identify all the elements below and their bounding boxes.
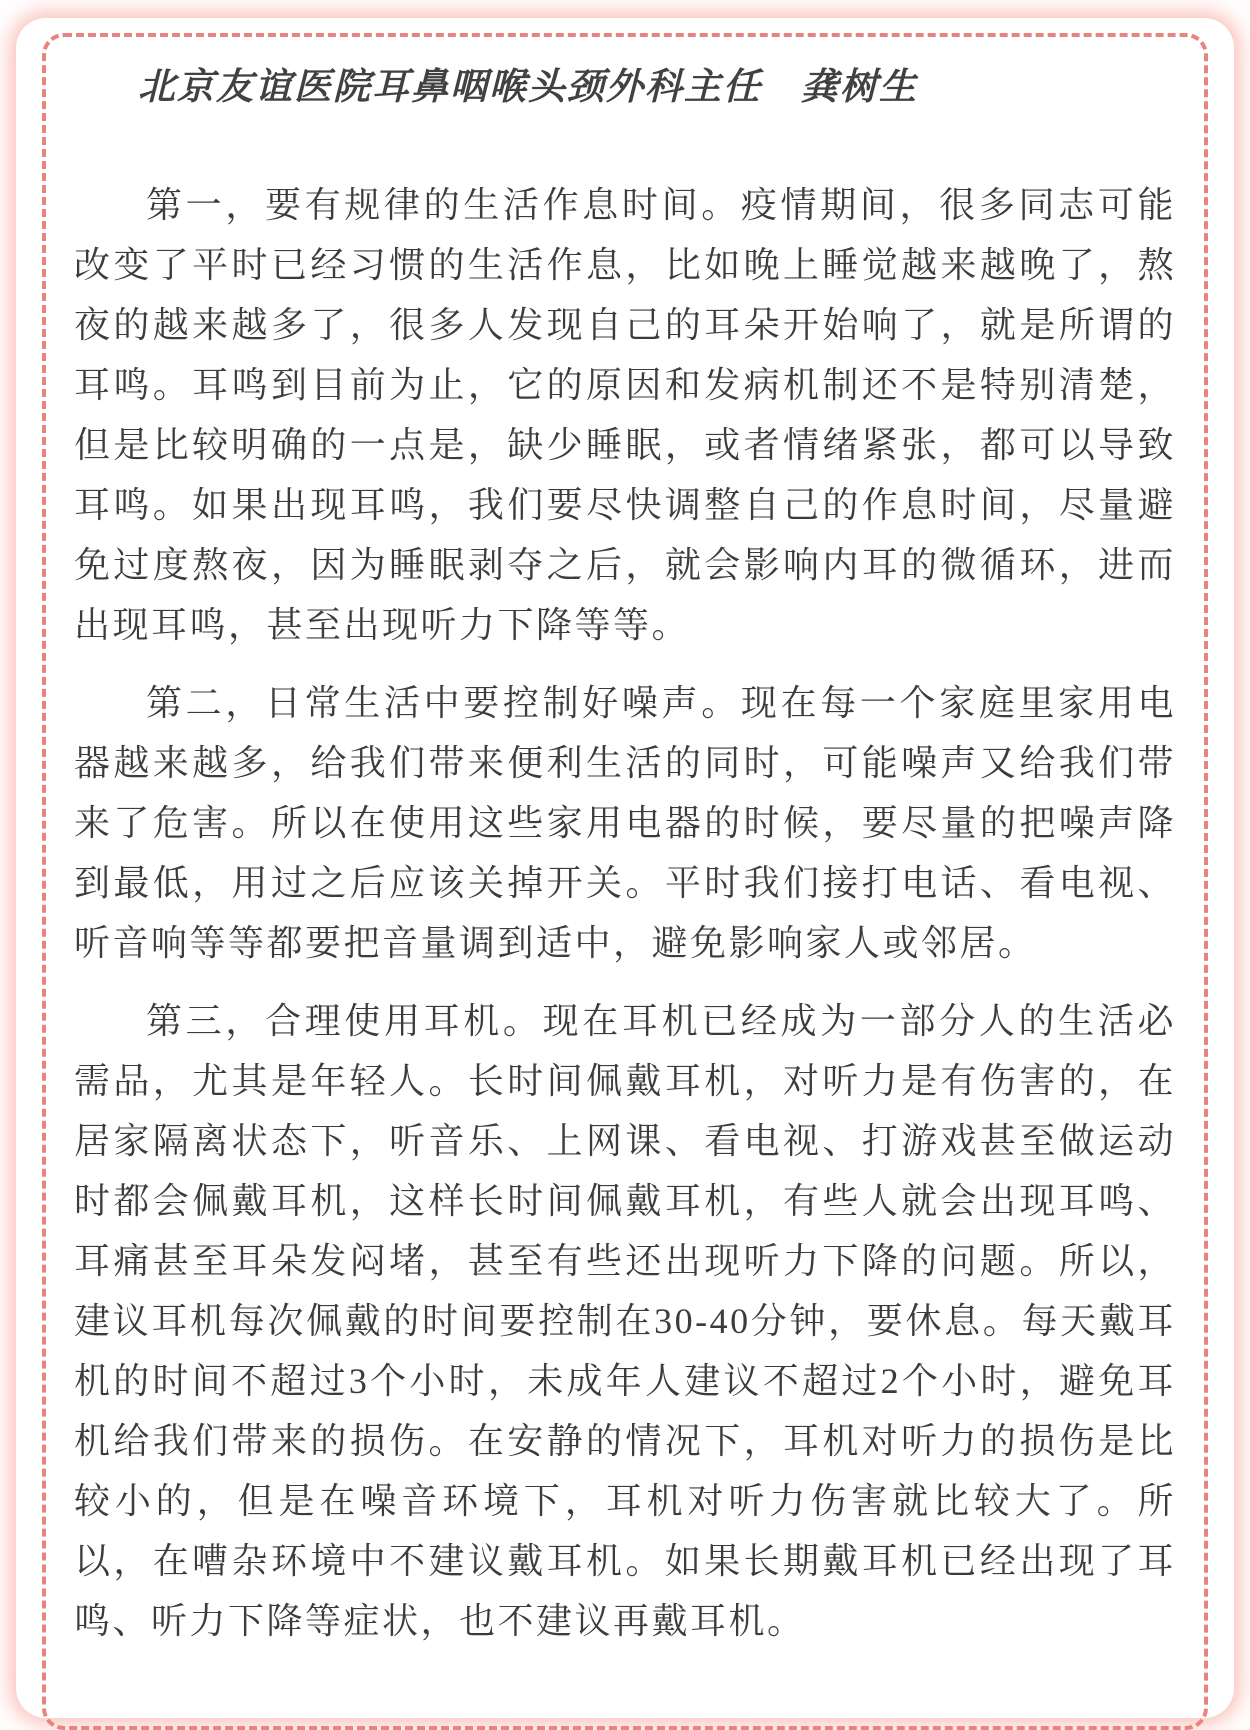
dashed-border-frame <box>42 33 1208 1730</box>
article-byline: 北京友谊医院耳鼻咽喉头颈外科主任 龚树生 <box>138 67 918 108</box>
paragraph-headphone-use: 第三，合理使用耳机。现在耳机已经成为一部分人的生活必需品，尤其是年轻人。长时间佩戴耳机，对听力是有伤害的，在居家隔离状态下，听音乐、上网课、看电视、打游戏甚至做运动时都会佩戴耳机，这样长时间佩戴耳机，有些人就会出现耳鸣、耳痛甚至耳朵发闷堵，甚至有些还出现听力下降的问题。所以，建议耳机每次佩戴的时间要控制在30-40分钟，要休息。每天戴耳机的时间不超过3个小时，未成年人建议不超过2个小时，避免耳机给我们带来的损伤。在安静的情况下，耳机对听力的损伤是比较小的，但是在噪音环境下，耳机对听力伤害就比较大了。所以，在嘈杂环境中不建议戴耳机。如果长期戴耳机已经出现了耳鸣、听力下降等症状，也不建议再戴耳机。 <box>74 1001 1176 1641</box>
paragraph-noise-control: 第二，日常生活中要控制好噪声。现在每一个家庭里家用电器越来越多，给我们带来便利生活的同时，可能噪声又给我们带来了危害。所以在使用这些家用电器的时候，要尽量的把噪声降到最低，用过之后应该关掉开关。平时我们接打电话、看电视、听音响等等都要把音量调到适中，避免影响家人或邻居。 <box>74 683 1176 963</box>
article-card <box>16 18 1234 1718</box>
paragraph-regular-schedule: 第一，要有规律的生活作息时间。疫情期间，很多同志可能改变了平时已经习惯的生活作息，比如晚上睡觉越来越晚了，熬夜的越来越多了，很多人发现自己的耳朵开始响了，就是所谓的耳鸣。耳鸣到目前为止，它的原因和发病机制还不是特别清楚，但是比较明确的一点是，缺少睡眠，或者情绪紧张，都可以导致耳鸣。如果出现耳鸣，我们要尽快调整自己的作息时间，尽量避免过度熬夜，因为睡眠剥夺之后，就会影响内耳的微循环，进而出现耳鸣，甚至出现听力下降等等。 <box>74 185 1176 645</box>
